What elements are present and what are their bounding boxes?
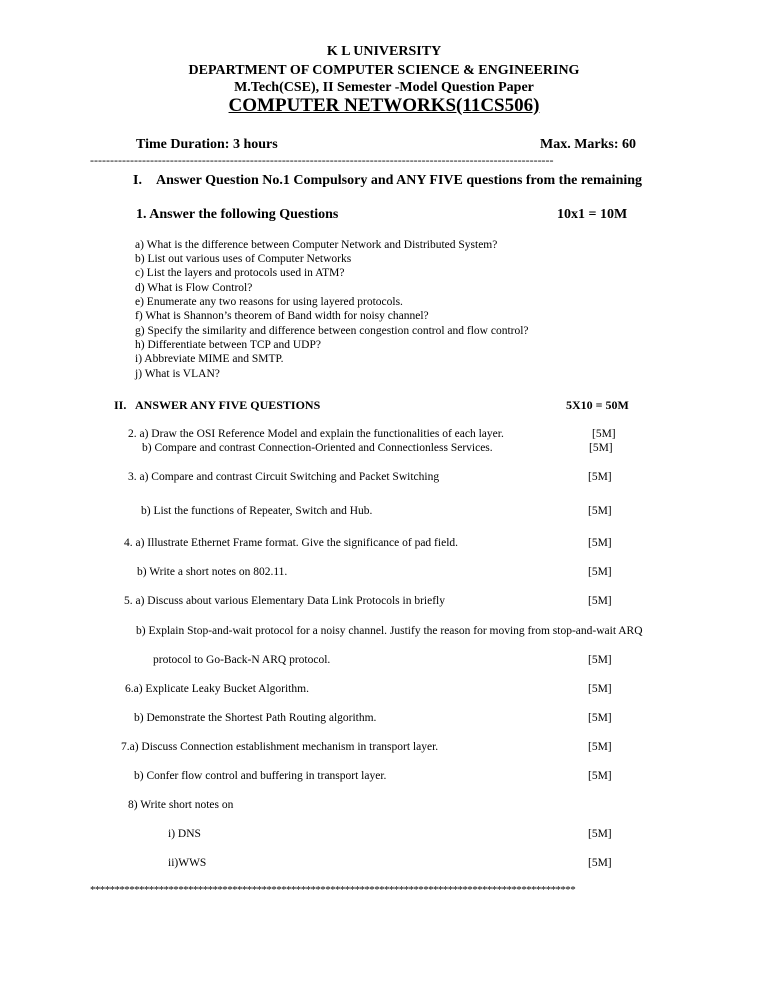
question-line: b) List the functions of Repeater, Switch and Hub. [141,505,373,517]
q1-item: a) What is the difference between Computer Network and Distributed System? [135,239,498,251]
star-divider: *************************************************************************************************** [90,884,576,896]
time-duration: Time Duration: 3 hours [136,137,278,152]
question-mark: [5M] [588,857,612,869]
question-mark: [5M] [588,828,612,840]
question-line: protocol to Go-Back-N ARQ protocol. [153,654,331,666]
question-line: ii)WWS [168,857,207,869]
section-1-numeral: I. [133,173,142,188]
q1-item: f) What is Shannon’s theorem of Band width for noisy channel? [135,310,429,322]
question-line: b) Write a short notes on 802.11. [137,566,288,578]
question-line: 3. a) Compare and contrast Circuit Switching and Packet Switching [128,471,440,483]
q1-item: j) What is VLAN? [135,368,220,380]
question-line: b) Compare and contrast Connection-Oriented and Connectionless Services. [142,442,493,454]
question-line: 4. a) Illustrate Ethernet Frame format. Give the significance of pad field. [124,537,459,549]
question-1-title: 1. Answer the following Questions [136,207,339,222]
question-mark: [5M] [588,712,612,724]
question-mark: [5M] [588,505,612,517]
question-mark: [5M] [588,654,612,666]
question-1-marks: 10x1 = 10M [557,207,628,222]
question-line: b) Demonstrate the Shortest Path Routing algorithm. [134,712,377,724]
question-line: 2. a) Draw the OSI Reference Model and explain the functionalities of each layer. [128,428,504,440]
section-2-marks: 5X10 = 50M [566,398,629,412]
department-name: DEPARTMENT OF COMPUTER SCIENCE & ENGINEERING [188,63,580,78]
q1-item: i) Abbreviate MIME and SMTP. [135,353,284,365]
question-mark: [5M] [588,471,612,483]
question-mark: [5M] [588,741,612,753]
q1-item: d) What is Flow Control? [135,282,253,294]
question-line: b) Confer flow control and buffering in transport layer. [134,770,387,782]
question-line: 6.a) Explicate Leaky Bucket Algorithm. [125,683,309,695]
dashed-divider: -------------------------------------------------------------------------------------------------------------------- [90,153,554,167]
question-line: b) Explain Stop-and-wait protocol for a noisy channel. Justify the reason for moving from stop-and-wait ARQ [136,625,643,637]
q1-item: e) Enumerate any two reasons for using layered protocols. [135,296,403,308]
question-line: 7.a) Discuss Connection establishment mechanism in transport layer. [121,741,439,753]
section-2-numeral: II. [114,398,127,412]
q1-item: h) Differentiate between TCP and UDP? [135,339,321,351]
q1-item: b) List out various uses of Computer Networks [135,253,352,265]
max-marks: Max. Marks: 60 [540,137,637,152]
question-mark: [5M] [592,428,616,440]
q1-item: g) Specify the similarity and difference between congestion control and flow control? [135,325,529,337]
question-mark: [5M] [588,770,612,782]
question-mark: [5M] [588,595,612,607]
course-title: COMPUTER NETWORKS(11CS506) [228,95,540,116]
question-mark: [5M] [589,442,613,454]
program-name: M.Tech(CSE), II Semester -Model Question Paper [234,80,534,95]
question-mark: [5M] [588,537,612,549]
question-mark: [5M] [588,566,612,578]
section-2-title: ANSWER ANY FIVE QUESTIONS [135,398,321,412]
q1-item: c) List the layers and protocols used in ATM? [135,267,345,279]
section-1-instruction: Answer Question No.1 Compulsory and ANY FIVE questions from the remaining [156,173,643,188]
university-name: K L UNIVERSITY [326,44,442,59]
question-mark: [5M] [588,683,612,695]
question-line: 8) Write short notes on [128,799,234,811]
question-line: i) DNS [168,828,201,840]
question-line: 5. a) Discuss about various Elementary Data Link Protocols in briefly [124,595,445,607]
